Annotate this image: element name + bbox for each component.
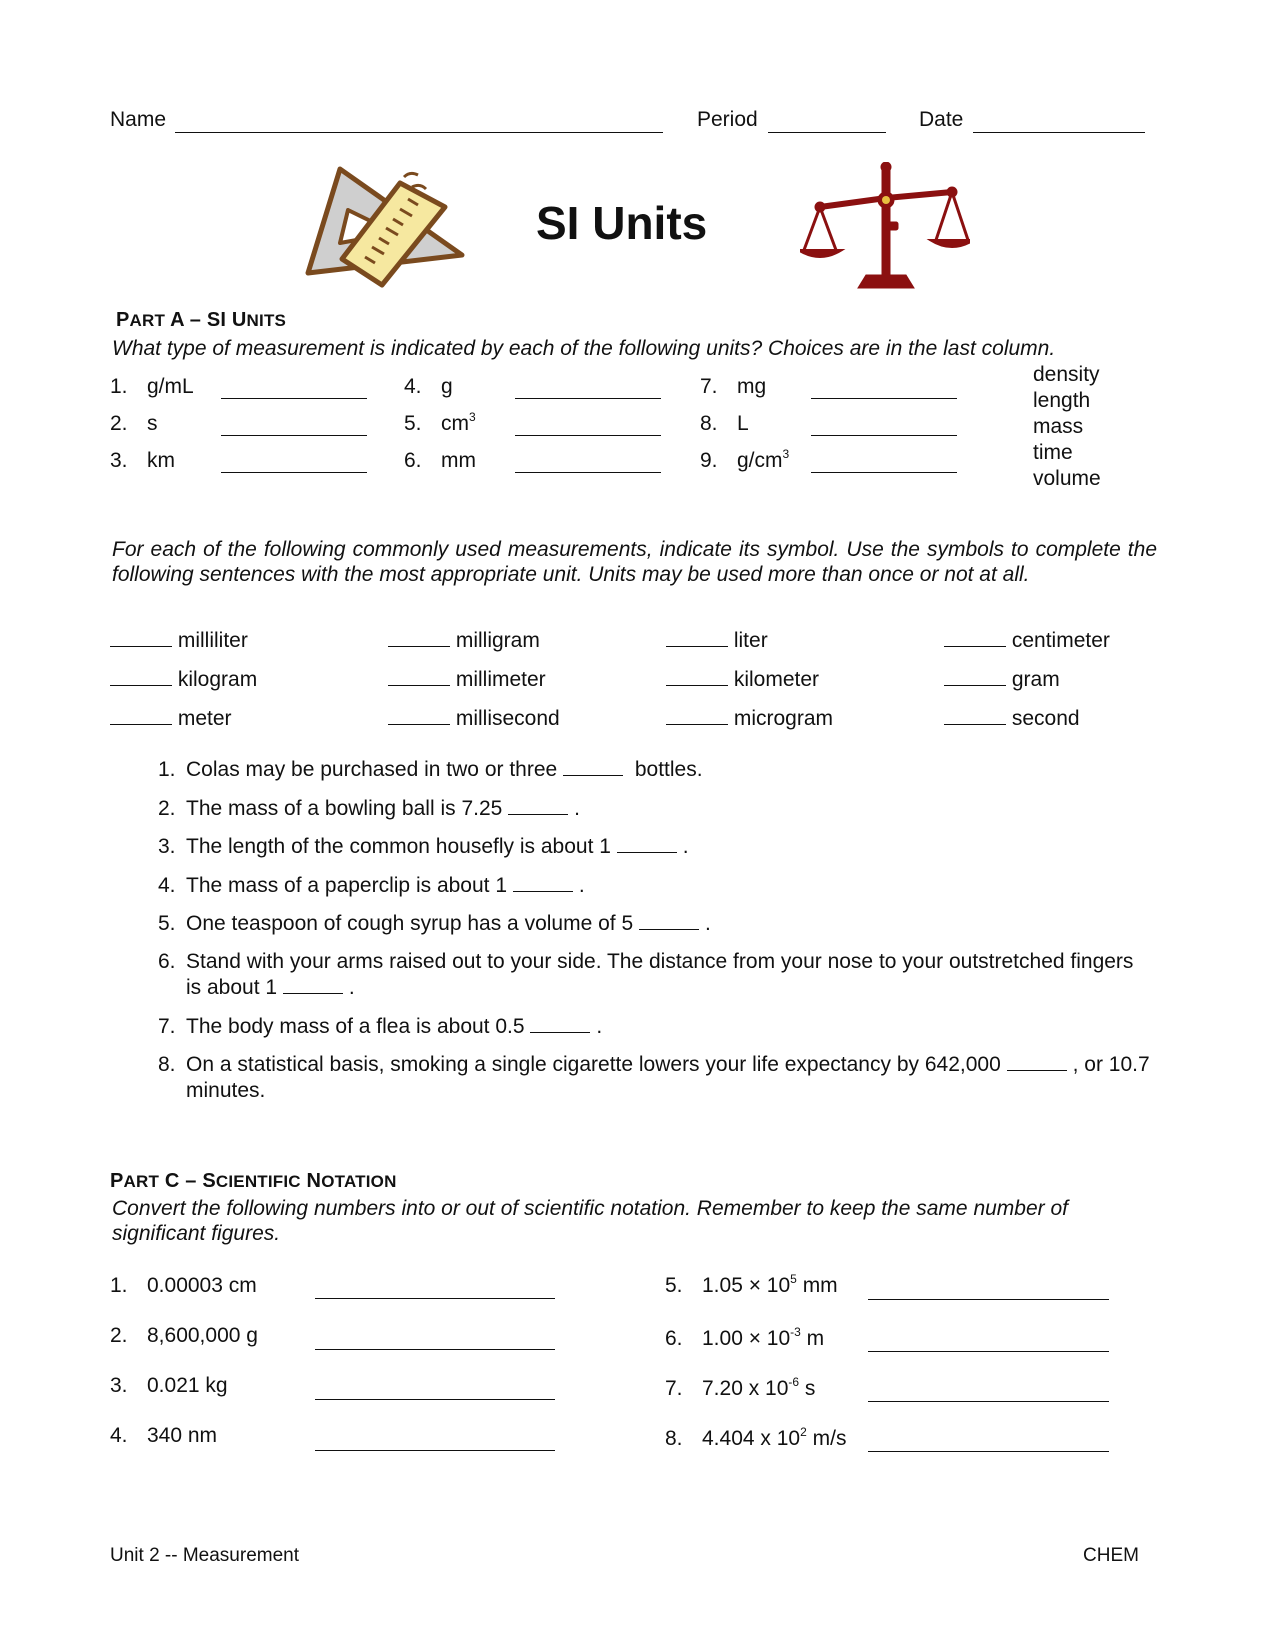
sentence-item: 7. The body mass of a flea is about 0.5 . — [158, 1015, 603, 1038]
unit-row-1: milligram — [388, 628, 540, 653]
symbol-field[interactable] — [944, 706, 1006, 725]
answer-field[interactable] — [315, 1275, 555, 1299]
sentence-blank[interactable] — [283, 975, 343, 994]
list-item: 7. — [700, 375, 718, 398]
symbol-field[interactable] — [110, 628, 172, 647]
choice-volume: volume — [1033, 467, 1101, 490]
list-item: 6. — [404, 449, 422, 472]
list-item: 6. — [665, 1327, 683, 1350]
part-c-heading: PART C – SCIENTIFIC NOTATION — [110, 1170, 397, 1192]
unit-row-1: centimeter — [944, 628, 1110, 653]
list-item: 8. — [665, 1427, 683, 1450]
footer-right: CHEM — [1083, 1545, 1139, 1566]
page-title: SI Units — [536, 197, 708, 249]
sentence-blank[interactable] — [530, 1014, 590, 1033]
list-item: 1. — [110, 375, 128, 398]
answer-field[interactable] — [315, 1326, 555, 1350]
part-a-instruction: What type of measurement is indicated by each of the following units? Choices are in the last column. — [112, 337, 1056, 360]
unit-row-1: liter — [666, 628, 768, 653]
list-item: 9. — [700, 449, 718, 472]
answer-field[interactable] — [811, 376, 957, 399]
sentence-item: 1. Colas may be purchased in two or three bottles. — [158, 758, 703, 781]
list-item-unit: mg — [737, 375, 767, 398]
balance-scale-icon — [800, 162, 970, 297]
answer-field[interactable] — [868, 1276, 1109, 1300]
list-item: 3. — [110, 449, 128, 472]
symbol-field[interactable] — [666, 706, 728, 725]
symbol-field[interactable] — [388, 628, 450, 647]
list-item-unit: g/mL — [147, 375, 194, 398]
list-item-unit: mm — [441, 449, 476, 472]
list-item-unit: g — [441, 375, 453, 398]
sentence-item: 6. Stand with your arms raised out to your side. The distance from your nose to your outstretched fingers is about 1 . — [158, 950, 1134, 999]
sentence-blank[interactable] — [563, 757, 623, 776]
list-item-value: 0.00003 cm — [147, 1274, 257, 1297]
unit-row-3: millisecond — [388, 706, 560, 731]
unit-row-3: meter — [110, 706, 232, 731]
date-field[interactable] — [973, 108, 1145, 133]
sentence-item: 4. The mass of a paperclip is about 1 . — [158, 874, 585, 897]
unit-row-3: microgram — [666, 706, 833, 731]
choice-mass: mass — [1033, 415, 1084, 438]
sentence-blank[interactable] — [1007, 1052, 1067, 1071]
footer-left: Unit 2 -- Measurement — [110, 1545, 300, 1566]
answer-field[interactable] — [515, 450, 661, 473]
answer-field[interactable] — [221, 413, 367, 436]
list-item-unit: $g/cm^3$ — [737, 447, 790, 472]
answer-field[interactable] — [811, 413, 957, 436]
list-item-value: 8,600,000 g — [147, 1324, 258, 1347]
list-item-unit: L — [737, 412, 749, 435]
name-field[interactable] — [175, 108, 663, 133]
answer-field[interactable] — [811, 450, 957, 473]
unit-row-2: millimeter — [388, 667, 546, 692]
answer-field[interactable] — [221, 376, 367, 399]
choice-density: density — [1033, 363, 1100, 386]
sentence-item: 3. The length of the common housefly is about 1 . — [158, 835, 689, 858]
list-item: 4. — [404, 375, 422, 398]
period-field[interactable] — [768, 108, 886, 133]
symbol-field[interactable] — [944, 667, 1006, 686]
symbol-field[interactable] — [110, 706, 172, 725]
list-item: 2. — [110, 412, 128, 435]
symbol-field[interactable] — [388, 706, 450, 725]
answer-field[interactable] — [221, 450, 367, 473]
unit-row-1: milliliter — [110, 628, 248, 653]
list-item-value: 7.20 x $10^{-6}$ s — [702, 1375, 816, 1400]
date-label: Date — [919, 108, 964, 131]
list-item-value: 340 nm — [147, 1424, 218, 1447]
symbol-field[interactable] — [110, 667, 172, 686]
symbol-field[interactable] — [666, 667, 728, 686]
list-item-unit: km — [147, 449, 175, 472]
sentence-blank[interactable] — [639, 911, 699, 930]
sentence-blank[interactable] — [513, 873, 573, 892]
choice-length: length — [1033, 389, 1091, 412]
name-label: Name — [110, 108, 167, 131]
unit-row-2: gram — [944, 667, 1060, 692]
list-item-value: $1.00 \times 10^{-3}$ m — [702, 1325, 825, 1350]
period-label: Period — [697, 108, 758, 131]
list-item-unit: s — [147, 412, 158, 435]
list-item-value: $1.05 \times 10^5$ mm — [702, 1272, 838, 1297]
unit-row-3: second — [944, 706, 1080, 731]
part-a-heading: PART A – SI UNITS — [116, 309, 287, 331]
unit-row-2: kilometer — [666, 667, 819, 692]
list-item-value: 0.021 kg — [147, 1374, 228, 1397]
part-b-instruction: For each of the following commonly used measurements, indicate its symbol. Use the symbols to complete the following sentences with the most appropriate unit. Units may be used more than once or not at all. — [112, 538, 1157, 586]
answer-field[interactable] — [868, 1328, 1109, 1352]
list-item: 8. — [700, 412, 718, 435]
list-item: 4. — [110, 1424, 128, 1447]
unit-row-2: kilogram — [110, 667, 257, 692]
answer-field[interactable] — [315, 1376, 555, 1400]
sentence-blank[interactable] — [617, 834, 677, 853]
answer-field[interactable] — [868, 1428, 1109, 1452]
answer-field[interactable] — [515, 376, 661, 399]
answer-field[interactable] — [515, 413, 661, 436]
sentence-item: 5. One teaspoon of cough syrup has a volume of 5 . — [158, 912, 711, 935]
symbol-field[interactable] — [666, 628, 728, 647]
symbol-field[interactable] — [944, 628, 1006, 647]
list-item: 2. — [110, 1324, 128, 1347]
choice-time: time — [1033, 441, 1073, 464]
list-item: 5. — [404, 412, 422, 435]
list-item-unit: $cm^3$ — [441, 410, 476, 435]
sentence-item: 2. The mass of a bowling ball is 7.25 . — [158, 797, 581, 820]
list-item: 3. — [110, 1374, 128, 1397]
sentence-item: 8. On a statistical basis, smoking a single cigarette lowers your life expectancy by 642,000 , or 10.7 minutes. — [158, 1053, 1150, 1102]
list-item-value: 4.404 x $10^2$ m/s — [702, 1425, 847, 1450]
answer-field[interactable] — [315, 1427, 555, 1451]
list-item: 1. — [110, 1274, 128, 1297]
list-item: 7. — [665, 1377, 683, 1400]
part-c-instruction: Convert the following numbers into or out of scientific notation. Remember to keep the same number of significant figures. — [112, 1197, 1068, 1245]
sentence-blank[interactable] — [508, 796, 568, 815]
list-item: 5. — [665, 1274, 683, 1297]
ruler-triangle-icon — [300, 165, 470, 290]
symbol-field[interactable] — [388, 667, 450, 686]
answer-field[interactable] — [868, 1378, 1109, 1402]
